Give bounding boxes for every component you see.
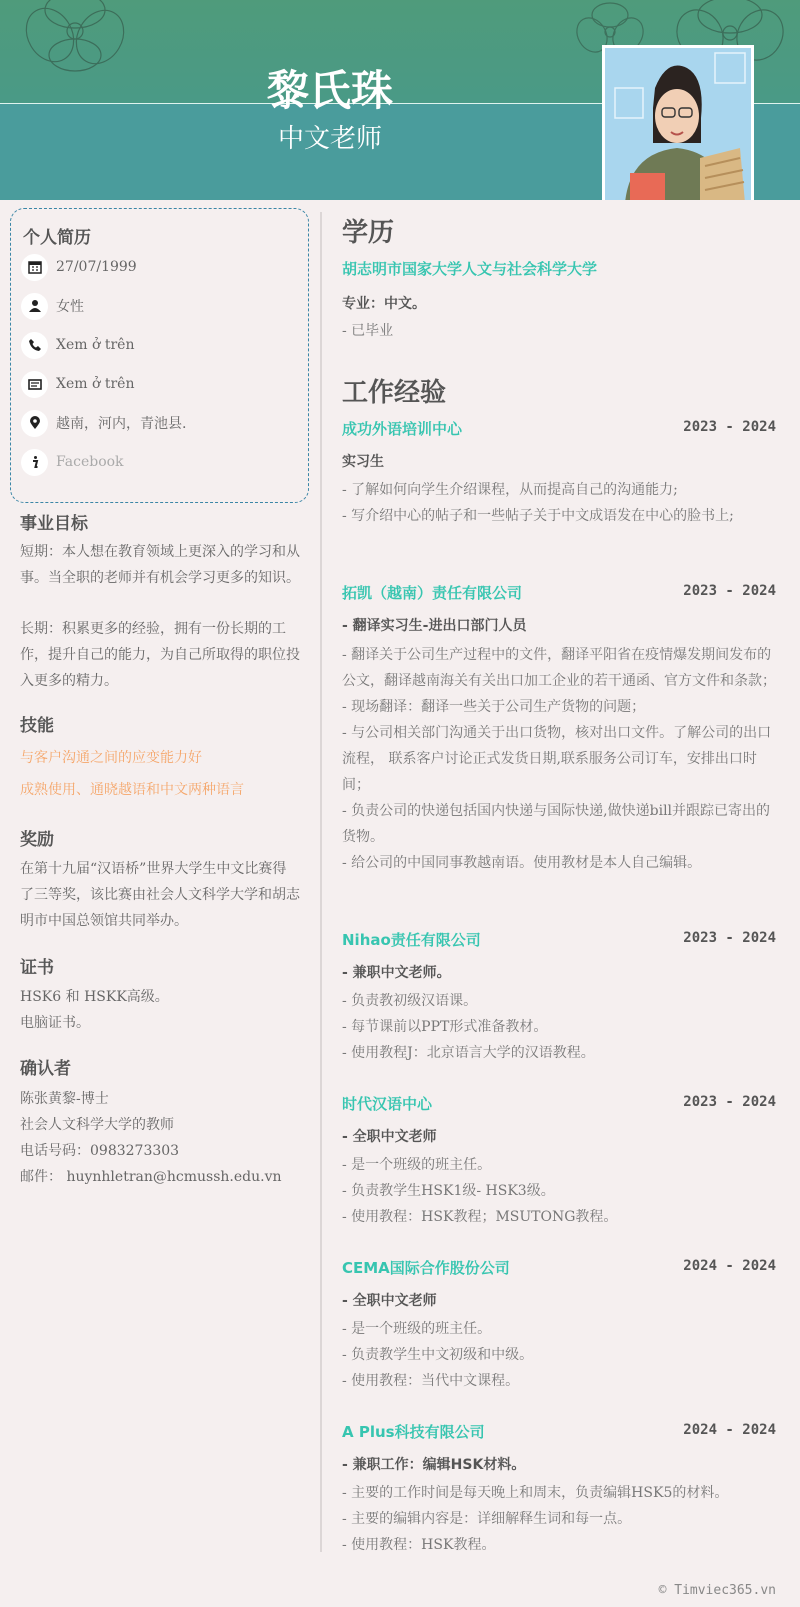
job-org: CEMA国际合作股份公司 — [342, 1259, 510, 1277]
job-detail-line: - 使用教程：HSK教程；MSUTONG教程。 — [342, 1209, 618, 1225]
education-major: 专业：中文。 — [342, 296, 426, 312]
job-detail-line: - 主要的工作时间是每天晚上和周末，负责编辑HSK5的材料。 — [342, 1485, 729, 1501]
job-date: 2024 - 2024 — [683, 1258, 776, 1274]
skill-item: 成熟使用、通晓越语和中文两种语言 — [20, 782, 244, 798]
education-status: - 已毕业 — [342, 323, 394, 339]
job-date: 2023 - 2024 — [683, 1094, 776, 1110]
job-details — [342, 642, 778, 876]
job-org: 成功外语培训中心 — [342, 420, 463, 438]
job-detail-line: - 写介绍中心的帖子和一些帖子关于中文成语发在中心的脸书上; — [342, 508, 734, 524]
job-position: - 翻译实习生-进出口部门人员 — [342, 618, 527, 634]
referee-phone: 电话号码：0983273303 — [20, 1143, 180, 1159]
job-detail-line: - 使用教程：当代中文课程。 — [342, 1373, 520, 1389]
email-icon — [21, 371, 48, 398]
job-details — [342, 477, 778, 529]
job-detail-line: - 主要的编辑内容是：详细解释生词和每一点。 — [342, 1511, 632, 1527]
facebook-link[interactable]: Facebook — [56, 454, 124, 470]
user-icon — [21, 293, 48, 320]
job-position: - 全职中文老师 — [342, 1293, 437, 1309]
job-title: 中文老师 — [277, 124, 382, 154]
education-title: 学历 — [342, 218, 395, 248]
job-details — [342, 1316, 778, 1394]
footer-credit[interactable]: © Timviec365.vn — [658, 1583, 776, 1598]
job-date: 2023 - 2024 — [683, 419, 776, 435]
info-icon — [21, 449, 48, 476]
gender-row — [21, 292, 84, 320]
header — [0, 0, 800, 200]
referee-email: 邮件： huynhletran@hcmussh.edu.vn — [20, 1169, 282, 1185]
job-date: 2023 - 2024 — [683, 583, 776, 599]
job-position: - 兼职中文老师。 — [342, 965, 451, 981]
phone: Xem ở trên — [56, 337, 135, 353]
gender: 女性 — [56, 299, 84, 315]
calendar-icon — [21, 254, 48, 281]
career-short: 短期：本人想在教育领域上更深入的学习和从事。当全职的老师并有机会学习更多的知识。 — [20, 544, 300, 586]
column-divider — [320, 212, 322, 1552]
job-detail-line: - 负责教学生HSK1级- HSK3级。 — [342, 1183, 555, 1199]
job-detail-line: - 与公司相关部门沟通关于出口货物，核对出口文件。了解公司的出口流程， 联系客户讨论正式发货日期,联系服务公司订车，安排出口时间； — [342, 725, 772, 793]
phone-row — [21, 331, 134, 359]
job-position: - 兼职工作：编辑HSK材料。 — [342, 1457, 526, 1473]
referee-position: 社会人文科学大学的教师 — [20, 1117, 174, 1133]
job-detail-line: - 是一个班级的班主任。 — [342, 1157, 492, 1173]
job-detail-line: - 给公司的中国同事教越南语。使用教材是本人自己编辑。 — [342, 855, 702, 871]
job-org: 拓凯（越南）责任有限公司 — [342, 584, 523, 602]
school-name: 胡志明市国家大学人文与社会科学大学 — [342, 260, 598, 278]
job-details — [342, 988, 778, 1066]
cert-item: HSK6 和 HSKK高级。 — [20, 989, 169, 1005]
referee-name: 陈张黄黎-博士 — [20, 1091, 109, 1107]
awards-title: 奖励 — [20, 830, 54, 850]
job-org: A Plus科技有限公司 — [342, 1423, 485, 1441]
work-title: 工作经验 — [342, 378, 447, 408]
job-detail-line: - 翻译关于公司生产过程中的文件，翻译平阳省在疫情爆发期间发布的公文，翻译越南海关有关出口加工企业的若干通函、官方文件和条款； — [342, 647, 776, 689]
job-date: 2023 - 2024 — [683, 930, 776, 946]
job-detail-line: - 负责公司的快递包括国内快递与国际快递,做快递bill并跟踪已寄出的货物。 — [342, 803, 771, 845]
job-org: 时代汉语中心 — [342, 1095, 433, 1113]
job-detail-line: - 每节课前以PPT形式准备教材。 — [342, 1019, 548, 1035]
job-detail-line: - 使用教程：HSK教程。 — [342, 1537, 496, 1553]
phone-icon — [21, 332, 48, 359]
birthdate-row — [21, 253, 137, 281]
job-date: 2024 - 2024 — [683, 1422, 776, 1438]
address: 越南，河内，青池县. — [56, 416, 187, 432]
career-title: 事业目标 — [20, 514, 88, 534]
job-org: Nihao责任有限公司 — [342, 931, 481, 949]
job-details — [342, 1480, 778, 1558]
job-detail-line: - 使用教程J：北京语言大学的汉语教程。 — [342, 1045, 595, 1061]
cert-item: 电脑证书。 — [20, 1015, 90, 1031]
job-detail-line: - 负责教学生中文初级和中级。 — [342, 1347, 534, 1363]
job-position: - 全职中文老师 — [342, 1129, 437, 1145]
job-position: 实习生 — [342, 454, 384, 470]
birthdate: 27/07/1999 — [56, 259, 137, 275]
avatar-icon — [605, 48, 751, 200]
job-detail-line: - 现场翻译：翻译一些关于公司生产货物的问题； — [342, 699, 646, 715]
location-icon — [21, 410, 48, 437]
certs-title: 证书 — [20, 958, 54, 978]
email: Xem ở trên — [56, 376, 135, 392]
profile-box — [10, 208, 309, 503]
awards-text: 在第十九届“汉语桥”世界大学生中文比赛得了三等奖，该比赛由社会人文科学大学和胡志明市中国总领馆共同举办。 — [20, 861, 300, 929]
job-detail-line: - 负责教初级汉语课。 — [342, 993, 478, 1009]
address-row — [21, 409, 186, 437]
skill-item: 与客户沟通之间的应变能力好 — [20, 750, 202, 766]
profile-photo — [602, 45, 754, 200]
job-details — [342, 1152, 778, 1230]
person-name: 黎氏珠 — [266, 66, 393, 115]
job-detail-line: - 了解如何向学生介绍课程，从而提高自己的沟通能力; — [342, 482, 678, 498]
referee-title: 确认者 — [20, 1059, 71, 1079]
facebook-row[interactable] — [21, 448, 124, 476]
profile-title: 个人简历 — [23, 228, 91, 248]
skills-title: 技能 — [20, 716, 54, 736]
job-detail-line: - 是一个班级的班主任。 — [342, 1321, 492, 1337]
email-row — [21, 370, 134, 398]
career-long: 长期：积累更多的经验，拥有一份长期的工作，提升自己的能力，为自己所取得的职位投入更多的精力。 — [20, 621, 300, 689]
